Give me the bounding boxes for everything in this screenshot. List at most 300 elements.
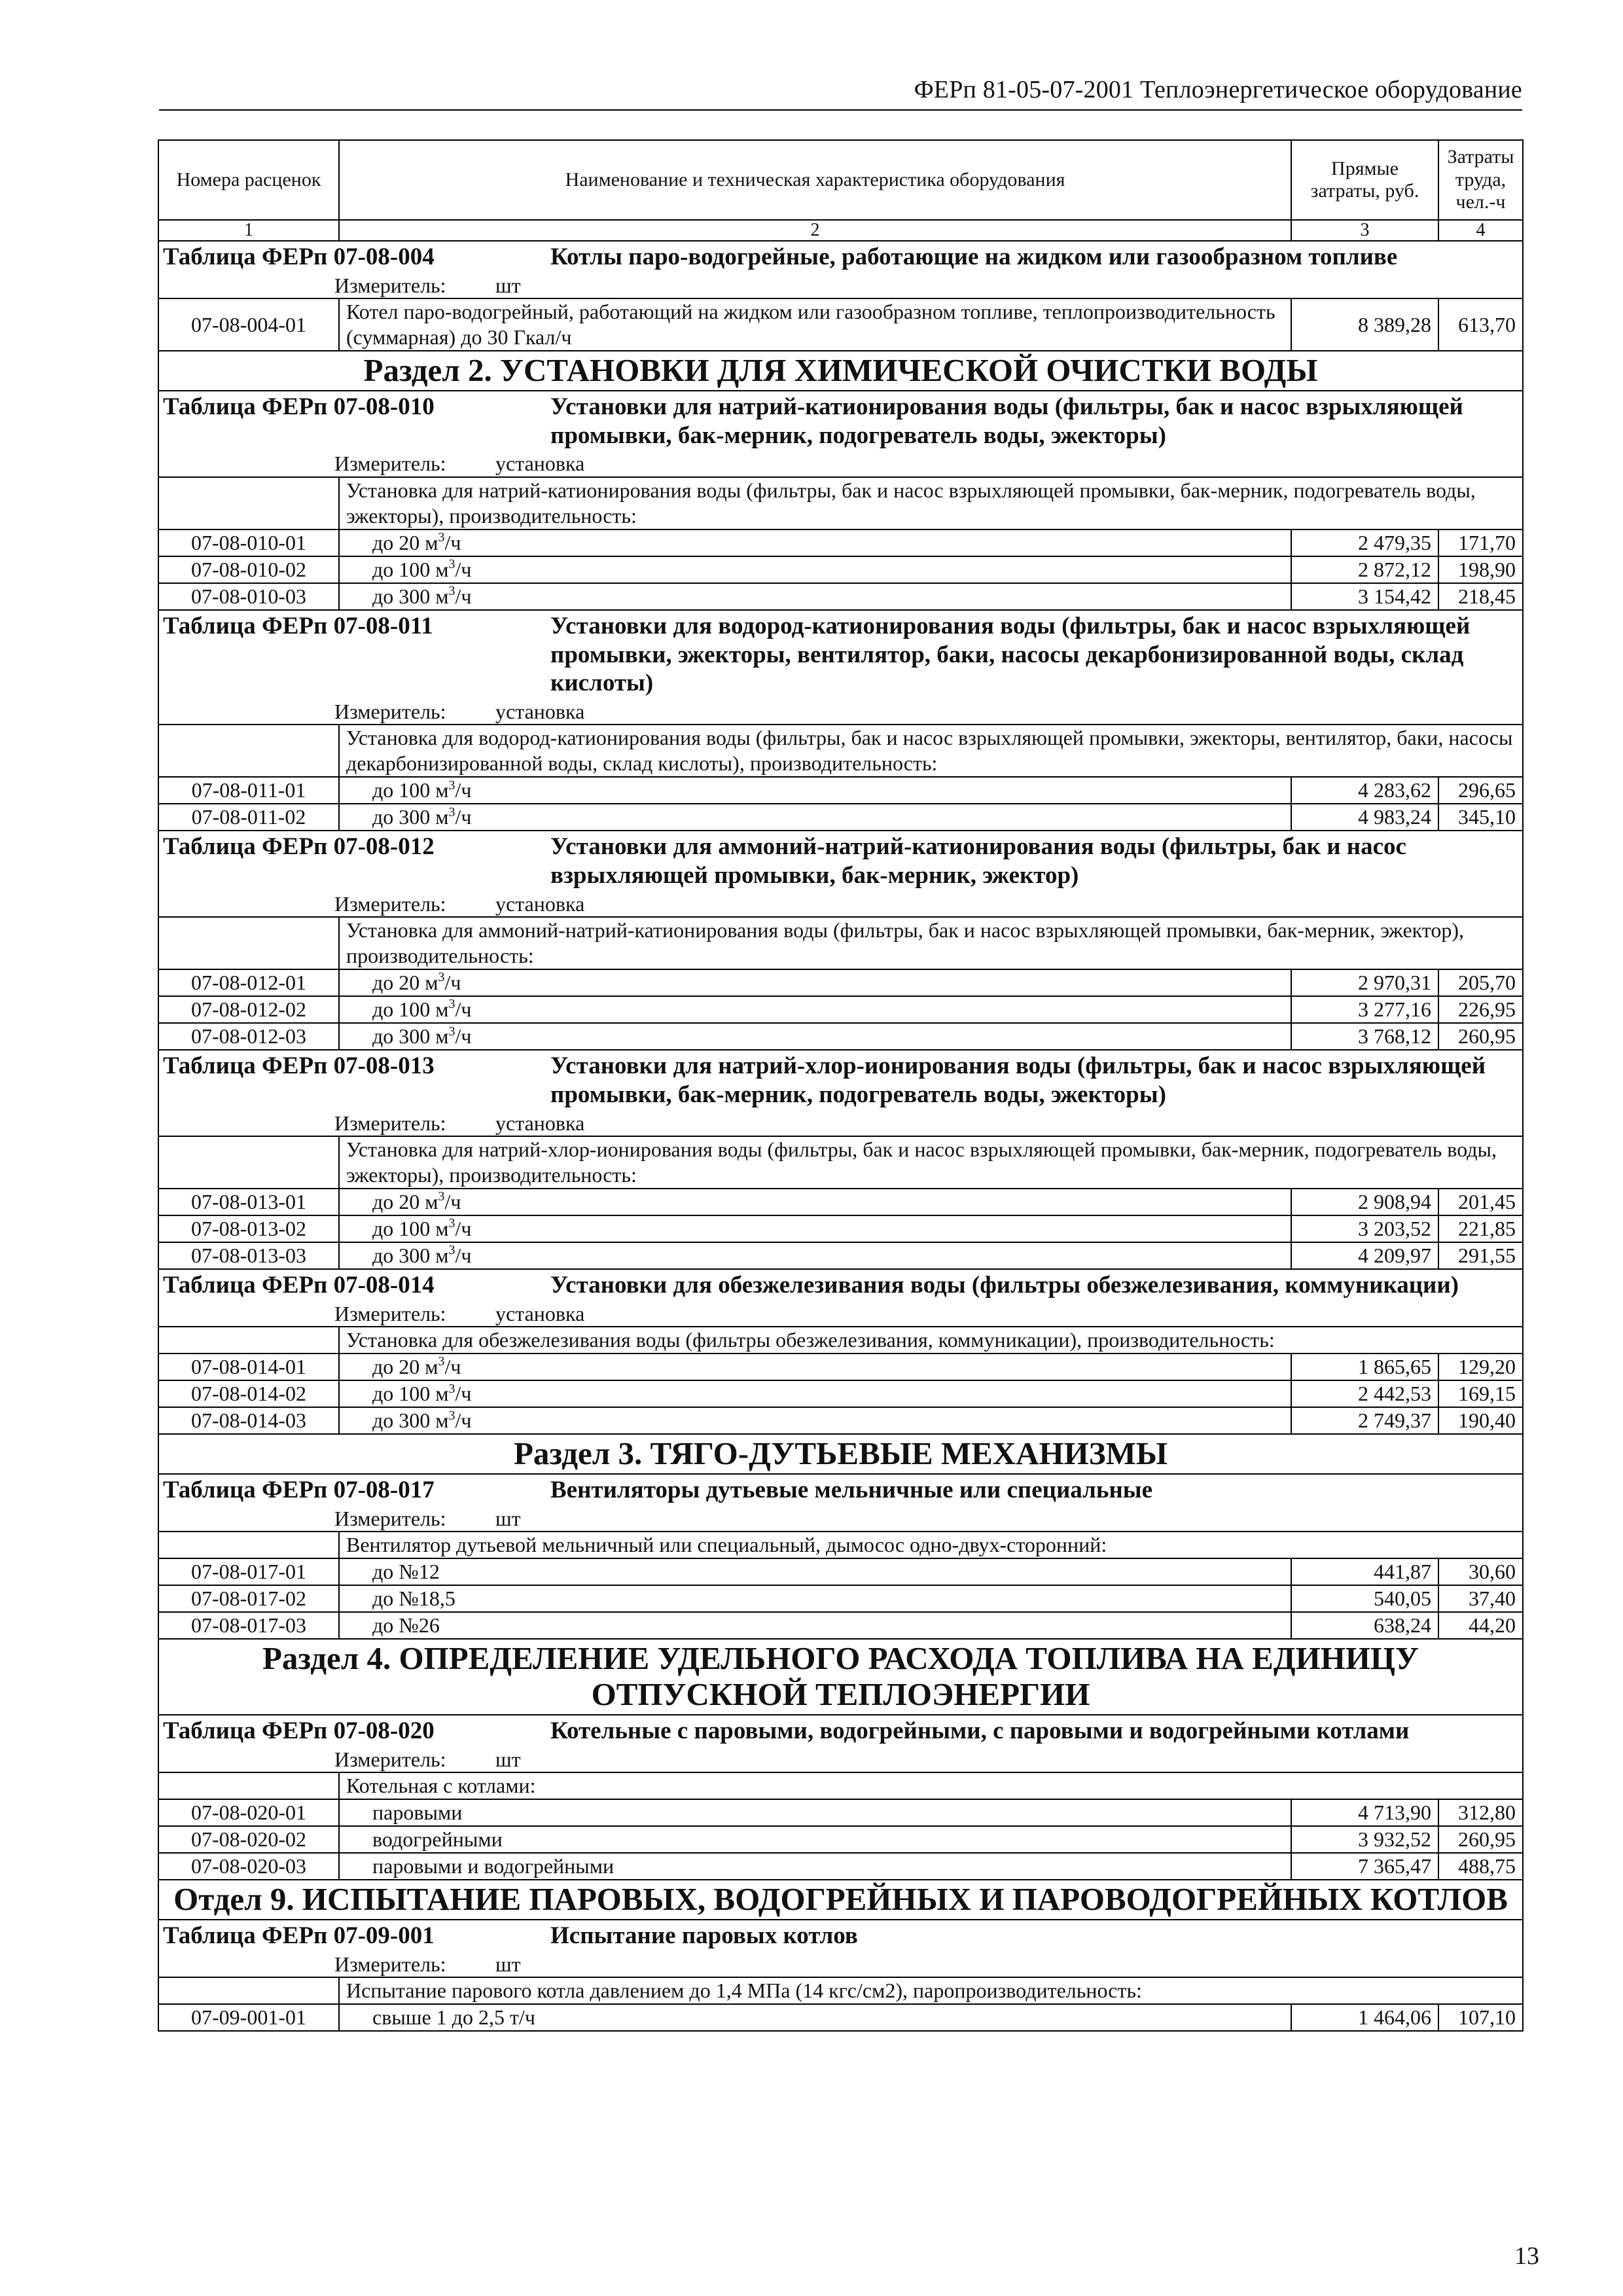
meter-unit: шт — [495, 1506, 521, 1530]
position-name-cell — [339, 1189, 1291, 1215]
section-heading: Раздел 3. ТЯГО-ДУТЬЕВЫЕ МЕХАНИЗМЫ — [158, 1434, 1523, 1474]
meter-cell — [158, 1506, 1523, 1532]
position-name: до 300 м — [372, 1408, 449, 1433]
meter-unit: установка — [495, 1111, 585, 1135]
description-empty-cell — [158, 1136, 339, 1189]
description-row — [158, 1532, 1523, 1558]
position-name-cell — [339, 1585, 1291, 1612]
position-code: 07-08-020-02 — [158, 1826, 339, 1853]
table-title-line — [163, 393, 1518, 450]
table-code: Таблица ФЕРп 07-08-013 — [163, 1052, 435, 1080]
table-row — [158, 1407, 1523, 1434]
table-title-row — [158, 1474, 1523, 1506]
meter-unit: шт — [495, 273, 521, 297]
unit-suffix: /ч — [455, 557, 472, 581]
labor-cost-value: 260,95 — [1438, 1023, 1523, 1050]
meter-line — [159, 1111, 1522, 1136]
labor-cost-value: 198,90 — [1438, 556, 1523, 583]
position-code: 07-08-004-01 — [158, 298, 339, 351]
description-text: Установка для натрий-катионирования воды (фильтры, бак и насос взрыхляющей промывки, бак-мерник, подогреватель воды, эжекторы), производительность: — [339, 477, 1523, 529]
unit-superscript: 3 — [438, 970, 445, 985]
description-text: Установка для обезжелезивания воды (фильтры обезжелезивания, коммуникации), производительность: — [339, 1327, 1523, 1354]
unit-suffix: /ч — [455, 778, 472, 802]
table-code: Таблица ФЕРп 07-08-012 — [163, 833, 435, 861]
meter-label: Измеритель: — [334, 273, 446, 297]
table-title-row — [158, 1050, 1523, 1110]
direct-cost-value: 4 283,62 — [1291, 777, 1438, 804]
table-row — [158, 1826, 1523, 1853]
labor-cost-value: 613,70 — [1438, 298, 1523, 351]
position-code: 07-08-012-03 — [158, 1023, 339, 1050]
direct-cost-value: 3 277,16 — [1291, 996, 1438, 1023]
description-row — [158, 1136, 1523, 1189]
section-heading: Раздел 2. УСТАНОВКИ ДЛЯ ХИМИЧЕСКОЙ ОЧИСТКИ ВОДЫ — [158, 351, 1523, 391]
meter-label: Измеритель: — [334, 891, 446, 916]
position-name-group — [346, 1586, 455, 1611]
table-row — [158, 1853, 1523, 1880]
meter-unit: установка — [495, 891, 585, 916]
meter-row — [158, 1952, 1523, 1977]
table-title-row — [158, 610, 1523, 699]
unit-suffix: /ч — [455, 1024, 472, 1049]
section-heading-row — [158, 1880, 1523, 1920]
labor-cost-value: 190,40 — [1438, 1407, 1523, 1434]
table-title-row — [158, 831, 1523, 891]
table-name: Котельные с паровыми, водогрейными, с паровыми и водогрейными котлами — [550, 1717, 1410, 1745]
description-row — [158, 725, 1523, 777]
labor-cost-value: 291,55 — [1438, 1242, 1523, 1269]
labor-cost-value: 44,20 — [1438, 1612, 1523, 1639]
section-heading-row — [158, 1639, 1523, 1715]
price-table — [158, 139, 1524, 2032]
labor-cost-value: 171,70 — [1438, 529, 1523, 556]
position-code: 07-08-020-01 — [158, 1799, 339, 1826]
table-row — [158, 1585, 1523, 1612]
position-name-cell — [339, 1826, 1291, 1853]
meter-line — [159, 1747, 1522, 1772]
meter-label: Измеритель: — [334, 1747, 446, 1771]
position-name-cell — [339, 2004, 1291, 2031]
unit-suffix: /ч — [455, 805, 472, 829]
meter-label: Измеритель: — [334, 1952, 446, 1976]
position-name: паровыми и водогрейными — [372, 1854, 615, 1878]
unit-superscript: 3 — [438, 530, 445, 545]
meter-label: Измеритель: — [334, 452, 446, 476]
column-number-3: 3 — [1291, 220, 1438, 241]
running-header-title: ФЕРп 81-05-07-2001 Теплоэнергетическое оборудование — [914, 76, 1522, 103]
meter-unit: шт — [495, 1952, 521, 1976]
table-row — [158, 804, 1523, 831]
position-name-group — [346, 1559, 440, 1585]
table-row — [158, 1242, 1523, 1269]
table-name: Установки для обезжелезивания воды (фильтры обезжелезивания, коммуникации) — [550, 1272, 1459, 1299]
position-name-group — [346, 2005, 535, 2030]
table-code: Таблица ФЕРп 07-08-020 — [163, 1717, 435, 1745]
labor-cost-value: 107,10 — [1438, 2004, 1523, 2031]
header-cell-name: Наименование и техническая характеристика оборудования — [339, 140, 1291, 220]
position-name-group — [346, 997, 471, 1022]
description-empty-cell — [158, 917, 339, 969]
description-row — [158, 1772, 1523, 1799]
table-title-cell — [158, 241, 1523, 273]
meter-cell — [158, 1952, 1523, 1977]
meter-spacer — [159, 1952, 334, 1977]
table-title-cell — [158, 610, 1523, 699]
table-title-row — [158, 1269, 1523, 1301]
table-code: Таблица ФЕРп 07-09-001 — [163, 1922, 435, 1950]
unit-superscript: 3 — [438, 1189, 445, 1204]
table-title-cell — [158, 1050, 1523, 1110]
direct-cost-value: 2 442,53 — [1291, 1380, 1438, 1407]
meter-row — [158, 699, 1523, 725]
unit-superscript: 3 — [448, 1381, 455, 1396]
meter-unit: установка — [495, 1301, 585, 1325]
labor-cost-value: 488,75 — [1438, 1853, 1523, 1880]
description-text: Испытание парового котла давлением до 1,4 МПа (14 кгс/см2), паропроизводительность: — [339, 1977, 1523, 2004]
table-title-cell — [158, 1920, 1523, 1952]
position-name-group — [346, 584, 471, 609]
labor-cost-value: 296,65 — [1438, 777, 1523, 804]
description-text: Котельная с котлами: — [339, 1772, 1523, 1799]
position-name-group — [346, 1024, 471, 1049]
labor-cost-value: 312,80 — [1438, 1799, 1523, 1826]
position-code: 07-08-017-01 — [158, 1558, 339, 1585]
position-name-cell — [339, 1215, 1291, 1242]
meter-line — [159, 273, 1522, 298]
column-number-4: 4 — [1438, 220, 1523, 241]
table-name: Установки для водород-катионирования воды (фильтры, бак и насос взрыхляющей промывки, эжекторы, вентилятор, баки, насосы декарбонизированной воды, склад кислоты) — [550, 612, 1471, 697]
position-name-group — [346, 1408, 471, 1433]
section-heading: Отдел 9. ИСПЫТАНИЕ ПАРОВЫХ, ВОДОГРЕЙНЫХ И ПАРОВОДОГРЕЙНЫХ КОТЛОВ — [158, 1880, 1523, 1920]
position-name-cell — [339, 1853, 1291, 1880]
table-title-line — [163, 1922, 1518, 1950]
table-title-cell — [158, 391, 1523, 451]
table-row — [158, 1023, 1523, 1050]
table-name: Установки для натрий-катионирования воды (фильтры, бак и насос взрыхляющей промывки, бак-мерник, подогреватель воды, эжекторы) — [550, 393, 1463, 449]
table-name: Котлы паро-водогрейные, работающие на жидком или газообразном топливе — [550, 243, 1398, 270]
unit-suffix: /ч — [455, 1408, 472, 1433]
position-code: 07-08-020-03 — [158, 1853, 339, 1880]
page-number: 13 — [1514, 2242, 1539, 2270]
table-title-cell — [158, 1474, 1523, 1506]
column-number-1: 1 — [158, 220, 339, 241]
position-code: 07-08-010-02 — [158, 556, 339, 583]
table-title-cell — [158, 1715, 1523, 1747]
position-name: паровыми — [372, 1801, 463, 1825]
position-name: до 100 м — [372, 778, 449, 802]
unit-suffix: /ч — [444, 530, 461, 554]
labor-cost-value: 205,70 — [1438, 969, 1523, 996]
table-row — [158, 1189, 1523, 1215]
position-code: 07-08-010-03 — [158, 583, 339, 610]
description-text: Вентилятор дутьевой мельничный или специальный, дымосос одно-двух-сторонний: — [339, 1532, 1523, 1558]
table-title-row — [158, 1715, 1523, 1747]
table-code: Таблица ФЕРп 07-08-004 — [163, 243, 435, 270]
position-name-group — [346, 530, 461, 556]
unit-superscript: 3 — [448, 997, 455, 1012]
unit-superscript: 3 — [448, 584, 455, 599]
table-header-row — [158, 140, 1523, 220]
position-name: водогрейными — [372, 1827, 503, 1852]
meter-line — [159, 451, 1522, 476]
position-name-group — [346, 804, 471, 830]
position-name-cell — [339, 804, 1291, 831]
position-name-group — [346, 1354, 461, 1380]
position-code: 07-08-014-01 — [158, 1354, 339, 1380]
meter-spacer — [159, 1111, 334, 1136]
position-name: до 300 м — [372, 1244, 449, 1268]
meter-cell — [158, 891, 1523, 917]
meter-cell — [158, 1301, 1523, 1327]
table-name: Вентиляторы дутьевые мельничные или специальные — [550, 1477, 1153, 1504]
description-empty-cell — [158, 1327, 339, 1354]
description-empty-cell — [158, 477, 339, 529]
position-name-cell — [339, 556, 1291, 583]
meter-line — [159, 1952, 1522, 1977]
unit-suffix: /ч — [444, 1189, 461, 1213]
table-row — [158, 2004, 1523, 2031]
table-name: Испытание паровых котлов — [550, 1922, 858, 1950]
direct-cost-value: 3 203,52 — [1291, 1215, 1438, 1242]
meter-label: Измеритель: — [334, 1506, 446, 1530]
position-name-group — [346, 557, 471, 583]
position-name-group — [346, 778, 471, 803]
direct-cost-value: 3 154,42 — [1291, 583, 1438, 610]
meter-row — [158, 451, 1523, 476]
table-row — [158, 1799, 1523, 1826]
unit-suffix: /ч — [455, 1216, 472, 1240]
position-name: до 100 м — [372, 1216, 449, 1240]
position-name-group — [346, 1189, 461, 1215]
meter-unit: установка — [495, 699, 585, 723]
description-empty-cell — [158, 1977, 339, 2004]
labor-cost-value: 226,95 — [1438, 996, 1523, 1023]
position-code: 07-08-014-03 — [158, 1407, 339, 1434]
table-title-row — [158, 241, 1523, 273]
table-code: Таблица ФЕРп 07-08-011 — [163, 612, 433, 639]
description-text: Установка для натрий-хлор-ионирования воды (фильтры, бак и насос взрыхляющей промывки, бак-мерник, подогреватель воды, эжекторы), производительность: — [339, 1136, 1523, 1189]
table-name: Установки для натрий-хлор-ионирования воды (фильтры, бак и насос взрыхляющей промывки, бак-мерник, подогреватель воды, эжекторы) — [550, 1052, 1486, 1108]
position-name: до 300 м — [372, 584, 449, 608]
unit-suffix: /ч — [444, 971, 461, 995]
meter-row — [158, 1506, 1523, 1532]
position-name-group — [346, 1827, 503, 1852]
table-row — [158, 298, 1523, 351]
description-empty-cell — [158, 1532, 339, 1558]
position-name-group — [346, 1854, 614, 1879]
position-name-cell — [339, 1407, 1291, 1434]
position-name: до №12 — [372, 1560, 440, 1584]
position-name-cell — [339, 1558, 1291, 1585]
position-name-cell — [339, 777, 1291, 804]
meter-unit: установка — [495, 452, 585, 476]
header-rule — [159, 109, 1522, 111]
table-code: Таблица ФЕРп 07-08-010 — [163, 393, 435, 420]
labor-cost-value: 260,95 — [1438, 1826, 1523, 1853]
labor-cost-value: 345,10 — [1438, 804, 1523, 831]
header-cell-codes: Номера расценок — [158, 140, 339, 220]
meter-spacer — [159, 451, 334, 476]
position-name: до 20 м — [372, 1189, 438, 1213]
position-name: до 100 м — [372, 1382, 449, 1406]
unit-superscript: 3 — [448, 804, 455, 819]
position-name-cell — [339, 529, 1291, 556]
position-code: 07-08-011-02 — [158, 804, 339, 831]
position-name: до №26 — [372, 1613, 440, 1638]
position-code: 07-08-012-02 — [158, 996, 339, 1023]
position-name-group — [346, 1800, 462, 1825]
meter-spacer — [159, 273, 334, 298]
meter-label: Измеритель: — [334, 699, 446, 723]
table-row — [158, 996, 1523, 1023]
direct-cost-value: 4 713,90 — [1291, 1799, 1438, 1826]
column-number-2: 2 — [339, 220, 1291, 241]
meter-row — [158, 273, 1523, 298]
description-empty-cell — [158, 725, 339, 777]
meter-cell — [158, 1747, 1523, 1772]
position-name-cell — [339, 583, 1291, 610]
position-name: до 20 м — [372, 530, 438, 554]
position-name: до 20 м — [372, 971, 438, 995]
direct-cost-value: 3 932,52 — [1291, 1826, 1438, 1853]
meter-line — [159, 891, 1522, 916]
position-name-cell — [339, 1023, 1291, 1050]
position-name: до 300 м — [372, 805, 449, 829]
description-text: Установка для аммоний-натрий-катионирования воды (фильтры, бак и насос взрыхляющей промывки, бак-мерник, эжектор), производительность: — [339, 917, 1523, 969]
position-name: до №18,5 — [372, 1587, 455, 1611]
table-row — [158, 583, 1523, 610]
meter-row — [158, 891, 1523, 917]
direct-cost-value: 2 479,35 — [1291, 529, 1438, 556]
table-code: Таблица ФЕРп 07-08-014 — [163, 1272, 435, 1299]
labor-cost-value: 129,20 — [1438, 1354, 1523, 1380]
table-row — [158, 1612, 1523, 1639]
position-name-cell — [339, 1612, 1291, 1639]
table-title-row — [158, 1920, 1523, 1952]
position-name-cell — [339, 969, 1291, 996]
unit-superscript: 3 — [448, 1216, 455, 1231]
meter-label: Измеритель: — [334, 1301, 446, 1325]
labor-cost-value: 37,40 — [1438, 1585, 1523, 1612]
table-title-cell — [158, 1269, 1523, 1301]
table-title-line — [163, 612, 1518, 698]
unit-suffix: /ч — [455, 584, 472, 608]
section-heading-row — [158, 351, 1523, 391]
meter-cell — [158, 699, 1523, 725]
position-name-cell — [339, 1799, 1291, 1826]
table-title-line — [163, 1271, 1518, 1300]
meter-line — [159, 1506, 1522, 1531]
table-code: Таблица ФЕРп 07-08-017 — [163, 1477, 435, 1504]
unit-suffix: /ч — [455, 1382, 472, 1406]
unit-superscript: 3 — [448, 1408, 455, 1423]
table-title-cell — [158, 831, 1523, 891]
unit-suffix: /ч — [455, 997, 472, 1022]
table-row — [158, 529, 1523, 556]
position-name-cell — [339, 1380, 1291, 1407]
meter-cell — [158, 451, 1523, 476]
position-code: 07-08-014-02 — [158, 1380, 339, 1407]
unit-superscript: 3 — [448, 557, 455, 572]
table-row — [158, 1558, 1523, 1585]
table-row — [158, 556, 1523, 583]
meter-unit: шт — [495, 1747, 521, 1771]
table-row — [158, 1215, 1523, 1242]
direct-cost-value: 4 983,24 — [1291, 804, 1438, 831]
table-row — [158, 1354, 1523, 1380]
position-code: 07-08-012-01 — [158, 969, 339, 996]
meter-line — [159, 1301, 1522, 1326]
unit-superscript: 3 — [448, 778, 455, 793]
meter-row — [158, 1747, 1523, 1772]
table-row — [158, 1380, 1523, 1407]
position-name: до 100 м — [372, 997, 449, 1022]
position-name-cell — [339, 1242, 1291, 1269]
direct-cost-value: 441,87 — [1291, 1558, 1438, 1585]
meter-spacer — [159, 1301, 334, 1326]
position-code: 07-08-017-03 — [158, 1612, 339, 1639]
direct-cost-value: 4 209,97 — [1291, 1242, 1438, 1269]
meter-spacer — [159, 699, 334, 724]
table-title-line — [163, 833, 1518, 889]
table-row — [158, 777, 1523, 804]
table-title-row — [158, 391, 1523, 451]
position-name: до 300 м — [372, 1024, 449, 1049]
description-row — [158, 477, 1523, 529]
table-title-line — [163, 1717, 1518, 1746]
meter-spacer — [159, 891, 334, 916]
position-name-cell — [339, 996, 1291, 1023]
position-name-cell — [339, 1354, 1291, 1380]
table-name: Установки для аммоний-натрий-катионирования воды (фильтры, бак и насос взрыхляющей промывки, бак-мерник, эжектор) — [550, 833, 1406, 889]
position-name-group — [346, 1613, 440, 1638]
meter-row — [158, 1111, 1523, 1136]
table-row — [158, 969, 1523, 996]
meter-cell — [158, 273, 1523, 298]
section-heading-row — [158, 1434, 1523, 1474]
position-name-cell — [339, 298, 1291, 351]
description-empty-cell — [158, 1772, 339, 1799]
position-name-group — [346, 970, 461, 996]
position-name-group — [346, 1216, 471, 1242]
direct-cost-value: 2 970,31 — [1291, 969, 1438, 996]
labor-cost-value: 221,85 — [1438, 1215, 1523, 1242]
unit-suffix: /ч — [444, 1355, 461, 1379]
position-code: 07-09-001-01 — [158, 2004, 339, 2031]
meter-label: Измеритель: — [334, 1111, 446, 1135]
description-row — [158, 1977, 1523, 2004]
header-cell-direct-cost: Прямые затраты, руб. — [1291, 140, 1438, 220]
section-heading: Раздел 4. ОПРЕДЕЛЕНИЕ УДЕЛЬНОГО РАСХОДА ТОПЛИВА НА ЕДИНИЦУ ОТПУСКНОЙ ТЕПЛОЭНЕРГИИ — [158, 1639, 1523, 1715]
position-name-group — [346, 1381, 471, 1407]
direct-cost-value: 8 389,28 — [1291, 298, 1438, 351]
direct-cost-value: 638,24 — [1291, 1612, 1438, 1639]
meter-spacer — [159, 1506, 334, 1531]
unit-superscript: 3 — [438, 1354, 445, 1369]
unit-superscript: 3 — [448, 1243, 455, 1258]
position-name: до 100 м — [372, 557, 449, 581]
position-name: до 20 м — [372, 1355, 438, 1379]
position-code: 07-08-010-01 — [158, 529, 339, 556]
position-code: 07-08-013-01 — [158, 1189, 339, 1215]
header-cell-labor: Затраты труда, чел.-ч — [1438, 140, 1523, 220]
meter-spacer — [159, 1747, 334, 1772]
position-name: свыше 1 до 2,5 т/ч — [372, 2005, 535, 2030]
description-row — [158, 1327, 1523, 1354]
direct-cost-value: 1 464,06 — [1291, 2004, 1438, 2031]
labor-cost-value: 201,45 — [1438, 1189, 1523, 1215]
direct-cost-value: 2 749,37 — [1291, 1407, 1438, 1434]
